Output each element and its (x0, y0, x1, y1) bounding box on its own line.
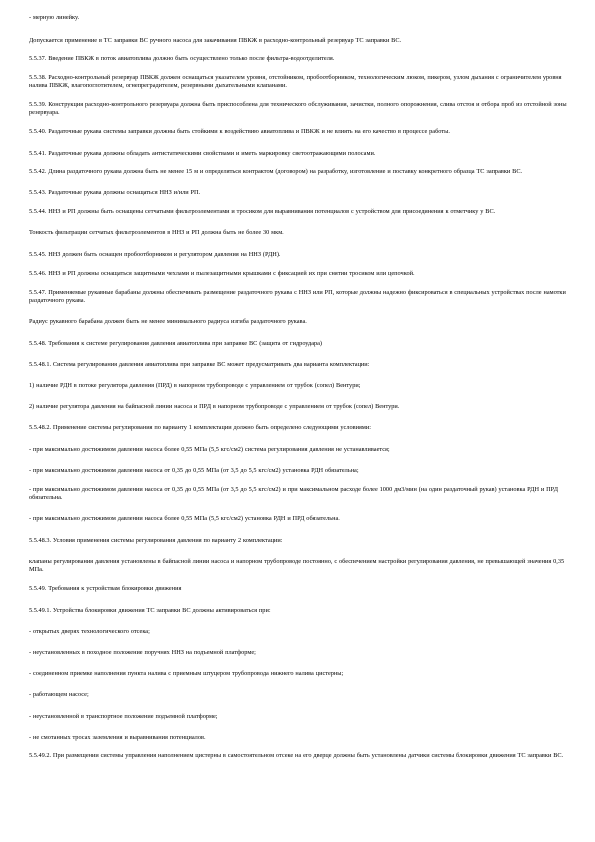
paragraph: 5.5.48.1. Система регулирования давления авиатоплива при заправке ВС может предусматривать два варианта комплектации: (29, 360, 370, 368)
paragraph: - при максимально достижимом давлении насоса от 0,35 до 0,55 МПа (от 3,5 до 5,5 кгс/см2) и при максимальном расходе более 1000 дм3/мин (на один раздаточный рукав) установка РДН и ПРД обязательна. (29, 486, 558, 502)
paragraph: 5.5.42. Длина раздаточного рукава должна быть не менее 15 м и определяться контрактом (договором) на разработку, изготовление и поставку конкретного образца ТС заправки ВС. (29, 167, 523, 175)
document-page (29, 14, 569, 760)
paragraph: Допускается применение в ТС заправки ВС ручного насоса для закачивания ПВКЖ в расходно-контрольный резервуар ТС заправки ВС. (29, 37, 402, 45)
paragraph: - при максимально достижимом давлении насоса более 0,55 МПа (5,5 кгс/см2) установка РДН и ПРД обязательна. (29, 515, 340, 523)
paragraph: - открытых дверях технологического отсека; (29, 627, 150, 635)
paragraph: 5.5.41. Раздаточные рукава должны обладать антистатическими свойствами и иметь маркировку светоотражающими полосами. (29, 149, 376, 157)
paragraph: - мерную линейку. (29, 14, 80, 21)
paragraph: 5.5.49. Требования к устройствам блокировки движения (29, 585, 182, 593)
paragraph: 5.5.44. ННЗ и РП должны быть оснащены сетчатыми фильтроэлементами и тросиком для выравнивания потенциалов с устройством для присоединения к отметчику у ВС. (29, 208, 496, 216)
paragraph: - при максимально достижимом давлении насоса более 0,55 МПа (5,5 кгс/см2) система регулирования давления не устанавливается; (29, 445, 390, 453)
paragraph: 5.5.49.2. При размещении системы управления наполнением цистерны в самостоятельном отсеке на его дверце должны быть установлены датчики системы блокировки движения ТС заправки ВС. (29, 751, 564, 759)
paragraph: 5.5.43. Раздаточные рукава должны оснащаться ННЗ и/или РП. (29, 189, 201, 197)
paragraph: 5.5.48.3. Условия применения системы регулирования давления по варианту 2 комплектации: (29, 536, 283, 544)
paragraph: 5.5.40. Раздаточные рукава системы заправки должны быть стойкими к воздействию авиатоплива и ПВКЖ и не влиять на его качество в процессе работы. (29, 128, 450, 136)
paragraph: 2) наличие регулятора давления на байпасной линии насоса и ПРД в напорном трубопроводе с управлением от трубок (сопел) Вентури. (29, 403, 400, 411)
paragraph: 5.5.47. Применяемые рукавные барабаны должны обеспечивать размещение раздаточного рукава с ННЗ или РП, которые должны надежно фиксироваться в специальных устройствах после намотки раздаточного рукава. (29, 289, 566, 305)
paragraph: - не смотанных тросах заземления и выравнивания потенциалов. (29, 733, 206, 741)
paragraph: 5.5.39. Конструкция расходно-контрольного резервуара должна быть приспособлена для технического обслуживания, зачистки, полного опорожнения, слива отстоя и отбора проб из отстойной зоны резервуара. (29, 101, 567, 117)
paragraph: Радиус рукавного барабана должен быть не менее минимального радиуса изгиба раздаточного рукава. (29, 318, 307, 326)
paragraph: клапаны регулирования давления установлены в байпасной линии насоса и напорном трубопроводе постоянно, с обеспечением настройки регулирования давления, не превышающей значения 0,35 МПа. (29, 557, 565, 574)
paragraph: 5.5.49.1. Устройства блокировки движения ТС заправки ВС должны активироваться при: (29, 606, 271, 614)
paragraph: - неустановленных в походное положение поручнях ННЗ на подъемной платформе; (29, 648, 256, 656)
paragraph: 1) наличие РДН в потоке регулятора давления (ПРД) в напорном трубопроводе с управлением от трубок (сопел) Вентури; (29, 382, 361, 390)
paragraph: 5.5.45. ННЗ должен быть оснащен пробоотборником и регулятором давления на ННЗ (РДН). (29, 250, 281, 258)
paragraph: - работающем насосе; (29, 691, 89, 699)
paragraph: - соединенном приемке наполнения пункта налива с приемным штуцером трубопровода нижнего налива цистерны; (29, 670, 344, 678)
paragraph: - при максимально достижимом давлении насоса от 0,35 до 0,55 МПа (от 3,5 до 5,5 кгс/см2) установка РДН обязательна; (29, 466, 359, 474)
paragraph: 5.5.38. Расходно-контрольный резервуар ПВКЖ должен оснащаться указателем уровня, отстойником, пробоотборником, технологическим люком, пикером, узлом дыхания с ограничителем уровня налива ПВКЖ, влагопоглотителем, огнепреградителем, резервными дыхательными клапанами. (29, 73, 562, 89)
paragraph: 5.5.48.2. Применение системы регулирования по варианту 1 комплектации должно быть определено следующими условиями: (29, 424, 371, 432)
paragraph: - неустановленной в транспортное положение подъемной платформе; (29, 712, 218, 720)
paragraph: 5.5.37. Введение ПВКЖ в поток авиатоплива должно быть осуществлено только после фильтра-водоотделителя. (29, 55, 335, 63)
paragraph: 5.5.48. Требования к системе регулирования давления авиатоплива при заправке ВС (защита от гидроудара) (29, 339, 323, 347)
paragraph: 5.5.46. ННЗ и РП должны оснащаться защитными чехлами и пылезащитными крышками с фиксацией их при снятии тросиком или цепочкой. (29, 269, 415, 277)
paragraph: Тонкость фильтрации сетчатых фильтроэлементов в ННЗ и РП должна быть не более 30 мкм. (29, 229, 284, 237)
